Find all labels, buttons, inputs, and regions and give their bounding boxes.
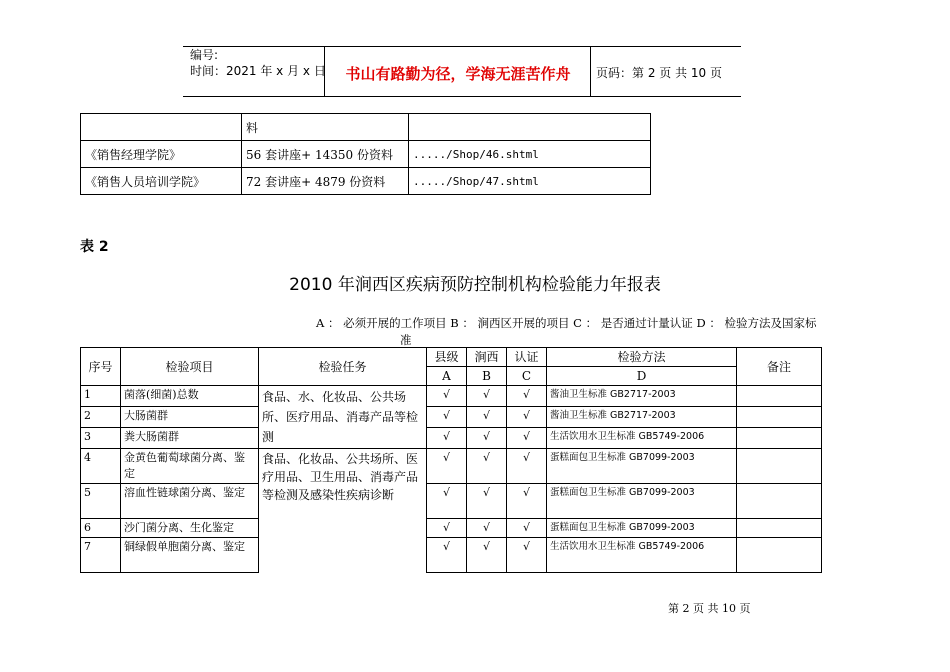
row-note — [737, 449, 822, 484]
row-c: √ — [507, 386, 547, 407]
row-b: √ — [467, 386, 507, 407]
row-method: 生活饮用水卫生标准 GB5749-2006 — [547, 428, 737, 449]
number-label: 编号: — [190, 48, 219, 62]
resource-url: ...../Shop/46.shtml — [409, 141, 651, 168]
page-footer: 第 2 页 共 10 页 — [668, 602, 751, 615]
row-item: 溶血性链球菌分离、鉴定 — [121, 484, 259, 519]
row-b: √ — [467, 428, 507, 449]
row-seq: 3 — [81, 428, 121, 449]
time-label: 时间：2021 年 x 月 x 日 — [190, 64, 326, 78]
row-method: 酱油卫生标准 GB2717-2003 — [547, 407, 737, 428]
row-c: √ — [507, 407, 547, 428]
row-b: √ — [467, 484, 507, 519]
col-c: C — [507, 367, 547, 386]
row-method: 蛋糕面包卫生标准 GB7099-2003 — [547, 449, 737, 484]
header-divider-right — [590, 46, 591, 97]
row-a: √ — [427, 519, 467, 538]
row-a: √ — [427, 484, 467, 519]
row-note — [737, 386, 822, 407]
row-item: 菌落(细菌)总数 — [121, 386, 259, 407]
row-a: √ — [427, 386, 467, 407]
row-item: 粪大肠菌群 — [121, 428, 259, 449]
resource-table — [80, 113, 651, 195]
row-note — [737, 428, 822, 449]
row-seq: 2 — [81, 407, 121, 428]
col-item: 检验项目 — [121, 348, 259, 386]
row-b: √ — [467, 519, 507, 538]
resource-content: 料 — [242, 114, 409, 141]
table-row — [81, 484, 822, 519]
inspection-table — [80, 347, 822, 573]
row-note — [737, 538, 822, 573]
row-seq: 4 — [81, 449, 121, 484]
table-row — [81, 428, 822, 449]
row-method: 酱油卫生标准 GB2717-2003 — [547, 386, 737, 407]
row-a: √ — [427, 538, 467, 573]
table-row — [81, 386, 822, 407]
legend — [316, 315, 846, 349]
row-method: 蛋糕面包卫生标准 GB7099-2003 — [547, 519, 737, 538]
row-b: √ — [467, 538, 507, 573]
row-c: √ — [507, 449, 547, 484]
row-note — [737, 484, 822, 519]
row-a: √ — [427, 449, 467, 484]
row-seq: 7 — [81, 538, 121, 573]
col-county: 县级 — [427, 348, 467, 367]
row-b: √ — [467, 449, 507, 484]
row-note — [737, 519, 822, 538]
legend-line-1: A ： 必须开展的工作项目 B ： 涧西区开展的项目 C ： 是否通过计量认证 D ： 检验方法及国家标 — [316, 316, 817, 330]
col-method: 检验方法 — [547, 348, 737, 367]
table-row — [81, 538, 822, 573]
row-c: √ — [507, 538, 547, 573]
table-row — [81, 449, 822, 484]
row-a: √ — [427, 428, 467, 449]
row-method: 蛋糕面包卫生标准 GB7099-2003 — [547, 484, 737, 519]
resource-name: 《销售经理学院》 — [81, 141, 242, 168]
row-note — [737, 407, 822, 428]
row-item: 大肠菌群 — [121, 407, 259, 428]
row-c: √ — [507, 484, 547, 519]
col-d: D — [547, 367, 737, 386]
task-group-1: 食品、水、化妆品、公共场所、医疗用品、消毒产品等检测 — [259, 386, 427, 449]
table-row — [81, 407, 822, 428]
table-label: 表 2 — [80, 239, 109, 255]
header-bottom-rule — [183, 96, 741, 97]
row-b: √ — [467, 407, 507, 428]
header-motto: 书山有路勤为径，学海无涯苦作舟 — [345, 65, 571, 83]
table-row — [81, 168, 651, 195]
table-row — [81, 141, 651, 168]
row-a: √ — [427, 407, 467, 428]
row-item: 铜绿假单胞菌分离、鉴定 — [121, 538, 259, 573]
col-cert: 认证 — [507, 348, 547, 367]
page-title: 2010 年涧西区疾病预防控制机构检验能力年报表 — [289, 275, 661, 295]
header-left — [190, 47, 326, 79]
col-note: 备注 — [737, 348, 822, 386]
legend-line-2: 准 — [400, 333, 412, 347]
header-row — [81, 348, 822, 367]
header-page-info: 页码：第 2 页 共 10 页 — [596, 66, 722, 80]
resource-content: 72 套讲座+ 4879 份资料 — [242, 168, 409, 195]
resource-url — [409, 114, 651, 141]
row-item: 金黄色葡萄球菌分离、鉴定 — [121, 449, 259, 484]
col-seq: 序号 — [81, 348, 121, 386]
col-b: B — [467, 367, 507, 386]
resource-url: ...../Shop/47.shtml — [409, 168, 651, 195]
row-item: 沙门菌分离、生化鉴定 — [121, 519, 259, 538]
table-row — [81, 519, 822, 538]
row-method: 生活饮用水卫生标准 GB5749-2006 — [547, 538, 737, 573]
row-seq: 5 — [81, 484, 121, 519]
row-seq: 6 — [81, 519, 121, 538]
resource-content: 56 套讲座+ 14350 份资料 — [242, 141, 409, 168]
table-row — [81, 114, 651, 141]
col-task: 检验任务 — [259, 348, 427, 386]
row-seq: 1 — [81, 386, 121, 407]
resource-name: 《销售人员培训学院》 — [81, 168, 242, 195]
col-jianxi: 涧西 — [467, 348, 507, 367]
row-c: √ — [507, 428, 547, 449]
col-a: A — [427, 367, 467, 386]
row-c: √ — [507, 519, 547, 538]
task-group-2: 食品、化妆品、公共场所、医疗用品、卫生用品、消毒产品等检测及感染性疾病诊断 — [259, 449, 427, 573]
resource-name — [81, 114, 242, 141]
